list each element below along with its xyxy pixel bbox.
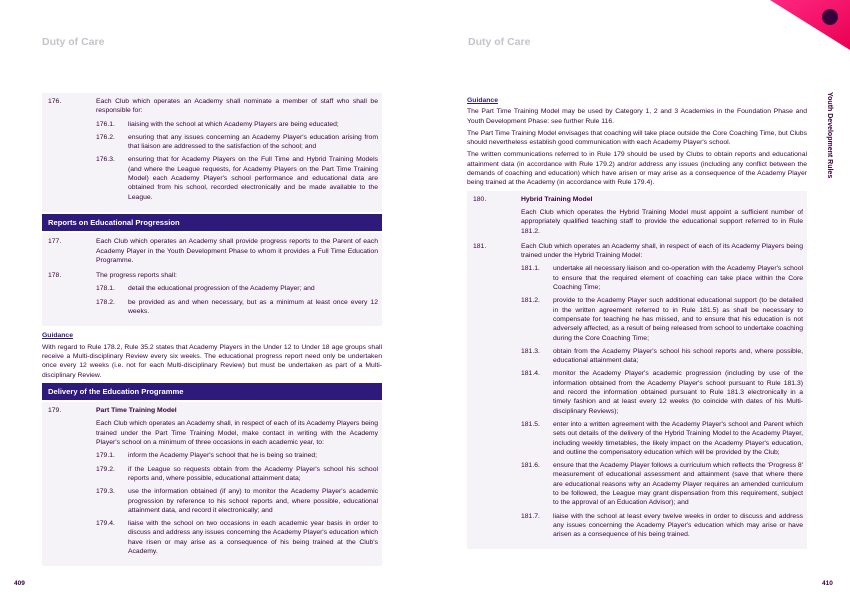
guidance-paragraph-2: The Part Time Training Model envisages that coaching will take place outside the Core Coaching Time, but Clubs should nevertheless establish good communication with each Academy Player's school.	[467, 129, 807, 147]
right-page-header: Duty of Care	[468, 36, 531, 48]
rule-text: Each Club which operates an Academy shall nominate a member of staff who shall be responsible for:	[96, 98, 378, 115]
rules-177-178-box	[42, 233, 382, 326]
rule-title: Part Time Training Model	[96, 407, 177, 415]
rule-text: Each Club which operates an Academy shall, in respect of each of its Academy Players being trained under the Part Time Training Model, make contact in writing with the Academy Player's school on a minimum of three occasions in each academic year, to:	[96, 420, 378, 447]
sub-rule-176-2: 176.2. ensuring that any issues concerning an Academy Player's education arising from that liaison are addressed to the satisfaction of the school; and	[96, 133, 378, 151]
sub-rule-176-3: 176.3. ensuring that for Academy Players on the Full Time and Hybrid Training Models (and where the League requests, for Academy Players on the Part Time Training Model) each Academy Player's school performance and educational data are obtained from his school, recorded electronically and be made available to the League.	[96, 156, 378, 201]
rule-text: Each Club which operates an Academy shall provide progress reports to the Parent of each Academy Player in the Youth Development Phase to whom it provides a Full Time Education Programme.	[96, 238, 378, 264]
sub-rule-179-1: 179.1. inform the Academy Player's school that he is being so trained;	[96, 452, 318, 460]
sub-rule-181-6: 181.6. ensure that the Academy Player follows a curriculum which reflects the 'Progress 8' measurement of educational assessment and attainment (save that where there are educational reasons why an Academy Player requires an amended curriculum to be followed, the League may grant dispensation from this requirement, subject to the approval of an Education Advisor); and	[521, 462, 803, 507]
rule-180: 180. Hybrid Training Model Each Club which operates the Hybrid Training Model must appoint a sufficient number of appropriately qualified teaching staff to provide the educational support referred to in Rule 181.2.	[473, 195, 803, 235]
guidance-paragraph-3: The written communications referred to in Rule 179 should be used by Clubs to obtain reports and educational attainment data (in accordance with Rule 179.2) and/or address any issues (including any conflict between the demands of coaching and education) which have arisen or may arise as a consequence of the Academy Player being trained at the Academy (in accordance with Rule 179.4).	[467, 151, 807, 187]
sub-rule-176-1: 176.1. liaising with the school at which Academy Players are being educated;	[96, 120, 339, 128]
rule-text: Each Club which operates the Hybrid Training Model must appoint a sufficient number of appropriately qualified teaching staff to provide the educational support referred to in Rule 181.2.	[521, 208, 803, 235]
sub-rule-179-3: 179.3. use the information obtained (if any) to monitor the Academy Player's academic progression by reference to his school reports and, where possible, educational attainment data, and record it electronically; and	[96, 488, 378, 514]
side-section-title: Youth Development Rules	[826, 92, 833, 179]
rule-179: 179. Part Time Training Model Each Club which operates an Academy shall, in respect of each of its Academy Players being trained under the Part Time Training Model, make contact in writing with the Academy Player's school on a minimum of three occasions in each academic year, to: 179.1. inform the Academy Player's school that he is being so trained; 179.2. if the League so requests obtain from the Academy Player's school his school reports and, where possible, educational attainment data; 179.3. use the information obtained (if any) to monitor the Academy Player's academic progression by reference to his school reports and, where possible, educational attainment data, and record it electronically; and 179.4. liaise with the school on two occasions in each academic year basis in order to discuss and address any issues concerning the Academy Player's education which have risen or may arise as a consequence of his being trained at the Club's Academy.	[48, 407, 378, 555]
rule-179-box	[42, 402, 382, 566]
sub-rule-178-2: 178.2. be provided as and when necessary, but as a minimum at least once every 12 weeks.	[96, 298, 378, 316]
guidance-heading: Guidance	[467, 97, 498, 104]
left-page-content	[42, 93, 382, 566]
sub-rule-181-2: 181.2. provide to the Academy Player such additional educational support (to be detailed in the written agreement referred to in Rule 181.5) as shall be necessary to compensate for teaching he has missed, and to ensure that his education is not adversely affected, as a result of being released from school to undertake coaching during the Core Coaching Time;	[521, 297, 803, 342]
left-page-header: Duty of Care	[42, 36, 105, 48]
left-page-number: 409	[14, 580, 25, 587]
rule-number: 176.	[48, 98, 62, 105]
guidance-text: With regard to Rule 178.2, Rule 35.2 states that Academy Players in the Under 12 to Under 18 age groups shall receive a Multi-disciplinary Review every six weeks. The educational progress report need only be undertaken once every 12 weeks (i.e. not for each Multi-disciplinary Review) but must be undertaken as part of a Multi-disciplinary Review.	[42, 343, 382, 379]
sub-rule-181-1: 181.1. undertake all necessary liaison and co-operation with the Academy Player's school to ensure that the required element of coaching can take place within the Core Coaching Time;	[521, 265, 803, 292]
section-heading-reports: Reports on Educational Progression	[42, 214, 382, 231]
rule-177: 177. Each Club which operates an Academy shall provide progress reports to the Parent of each Academy Player in the Youth Development Phase to whom it provides a Full Time Education Programme.	[48, 238, 378, 264]
rule-text: Each Club which operates an Academy shall, in respect of each of its Academy Players being trained under the Hybrid Training Model:	[521, 242, 803, 260]
right-page-content	[467, 91, 807, 549]
right-page-number: 410	[822, 580, 833, 587]
rule-178: 178. The progress reports shall: 178.1. detail the educational progression of the Academy Player; and 178.2. be provided as and when necessary, but as a minimum at least once every 12 weeks.	[48, 272, 378, 316]
lion-crest-icon	[822, 9, 838, 25]
guidance-heading: Guidance	[42, 332, 73, 340]
rule-176-box	[42, 93, 382, 212]
guidance-paragraph-1: The Part Time Training Model may be used by Category 1, 2 and 3 Academies in the Foundation Phase and Youth Development Phase: see further Rule 116.	[467, 108, 807, 125]
corner-logo-decoration	[750, 0, 850, 50]
rules-180-181-box	[467, 191, 807, 550]
sub-rule-181-5: 181.5. enter into a written agreement with the Academy Player's school and Parent which sets out details of the delivery of the Hybrid Training Model to the Academy Player, including weekly timetables, the likely impact on the Academy Player's education, and outline the compensatory education which will be provided by the Club;	[521, 420, 803, 456]
sub-rule-179-4: 179.4. liaise with the school on two occasions in each academic year basis in order to discuss and address any issues concerning the Academy Player's education which have risen or may arise as a consequence of his being trained at the Club's Academy.	[96, 520, 378, 555]
section-heading-delivery: Delivery of the Education Programme	[42, 383, 382, 400]
sub-rule-181-3: 181.3. obtain from the Academy Player's school his school reports and, where possible, educational attainment data;	[521, 347, 803, 365]
sub-rule-178-1: 178.1. detail the educational progression of the Academy Player; and	[96, 285, 315, 293]
sub-rule-181-4: 181.4. monitor the Academy Player's academic progression (including by use of the information obtained from the Academy Player's school pursuant to Rule 181.3) and record the information obtained pursuant to Rule 181.3 electronically in a timely fashion and at least every 12 weeks (to coincide with dates of his Multi-disciplinary Reviews);	[521, 370, 803, 415]
rule-text: The progress reports shall:	[96, 272, 177, 280]
rule-title: Hybrid Training Model	[521, 195, 593, 203]
rule-176	[48, 97, 378, 202]
rule-181: 181. Each Club which operates an Academy shall, in respect of each of its Academy Players being trained under the Hybrid Training Model: 181.1. undertake all necessary liaison and co-operation with the Academy Player's school to ensure that the required element of coaching can take place within the Core Coaching Time; 181.2. provide to the Academy Player such additional educational support (to be detailed in the written agreement referred to in Rule 181.5) as shall be necessary to compensate for teaching he has missed, and to ensure that his education is not adversely affected, as a result of being released from school to undertake coaching during the Core Coaching Time; 181.3. obtain from the Academy Player's school his school reports and, where possible, educational attainment data; 181.4. monitor the Academy Player's academic progression (including by use of the information obtained from the Academy Player's school pursuant to Rule 181.3) and record the information obtained pursuant to Rule 181.3 electronically in a timely fashion and at least every 12 weeks (to coincide with dates of his Multi-disciplinary Reviews); 181.5. enter into a written agreement with the Academy Player's school and Parent which sets out details of the delivery of the Hybrid Training Model to the Academy Player, including weekly timetables, the likely impact on the Academy Player's education, and outline the compensatory education which will be provided by the Club; 181.6. ensure that the Academy Player follows a curriculum which reflects the 'Progress 8' measurement of educational assessment and attainment (save that where there are educational reasons why an Academy Player requires an amended curriculum to be followed, the League may grant dispensation from this requirement, subject to the approval of an Education Advisor); and 181.7. liaise with the school at least every twelve weeks in order to discuss and address any issues concerning the Academy Player's education which may arise or have arisen as a consequence of his being trained.	[473, 242, 803, 539]
sub-rule-179-2: 179.2. if the League so requests obtain from the Academy Player's school his school reports and, where possible, educational attainment data;	[96, 465, 378, 482]
sub-rule-181-7: 181.7. liaise with the school at least every twelve weeks in order to discuss and address any issues concerning the Academy Player's education which may arise or have arisen as a consequence of his being trained.	[521, 512, 803, 539]
